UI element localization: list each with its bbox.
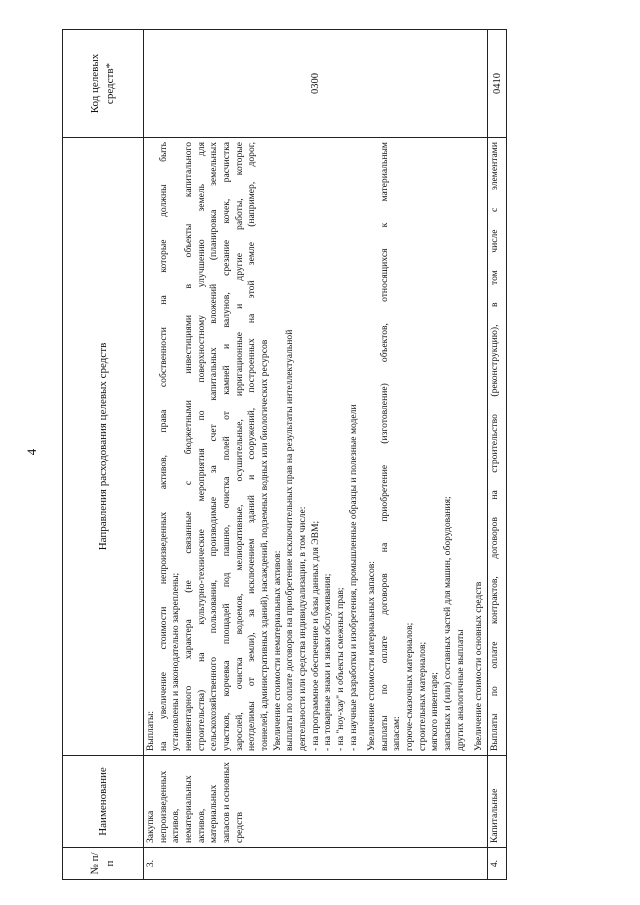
text-line: строительных материалов; (416, 641, 428, 751)
text-line: запасных и (или) составных частей для машин, оборудования; (442, 496, 454, 751)
text-line: установлены и законодательно закреплены; (170, 572, 182, 751)
row-directions (488, 138, 507, 756)
row-code: 0410 (488, 30, 507, 138)
text-line: - на научные разработки и изобретения, промышленные образцы и полезные модели (347, 404, 359, 751)
text-line: мягкого инвентаря; (429, 672, 441, 751)
text-line: неинвентарного характера (не связанные с бюджетными инвестициями в объекты капитального (182, 142, 194, 751)
text-line: участков, корчевка площадей под пашню, очистка полей от камней и валунов, срезание кочек, расчистка (220, 142, 232, 751)
text-line: на увеличение стоимости непроизведенных активов, права собственности на которые должны быть (157, 142, 169, 751)
row-num: 3. (144, 848, 488, 880)
header-num: № п/п (63, 848, 144, 880)
text-line: строительства) на культурно-технические мероприятия по поверхностному улучшению земель для (195, 142, 207, 751)
page-number: 4 (24, 448, 39, 456)
text-line: тоннелей, административных зданий), насаждений, подземных водных или биологических ресурсов (258, 339, 270, 751)
row-name: Закупка непроизведенных активов, нематериальных активов, материальных запасов и основных средств (144, 756, 488, 848)
row-directions (144, 138, 488, 756)
text-line: Выплаты: (145, 710, 156, 751)
text-line: сельскохозяйственного пользования, производимые за счет капитальных вложений (планировка земельных (208, 142, 220, 751)
text-line: других аналогичные выплаты (454, 629, 466, 751)
text-line: деятельности или средства индивидуализации, в том числе: (296, 506, 308, 751)
text-line: зарослей, очистка водоемов, мелиоративные, осушительные, ирригационные и другие работы, которые (233, 142, 245, 751)
text-line: - на товарные знаки и знаки обслуживания; (322, 573, 334, 751)
header-row (63, 30, 144, 880)
rotated-table-container (62, 30, 582, 880)
text-line: выплаты по оплате договоров на приобретение исключительных прав на результаты интеллектуальной (284, 329, 296, 751)
row-name: Капитальные (488, 756, 507, 848)
text-line: Увеличение стоимости материальных запасов: (366, 561, 378, 751)
text-line: запасам: (391, 716, 403, 751)
text-line: горюче-смазочных материалов; (404, 622, 416, 751)
text-line: выплаты по оплате договоров на приобретение (изготовление) объектов, относящихся к материальным (378, 142, 390, 751)
table-row (144, 30, 488, 880)
header-name: Наименование (63, 756, 144, 848)
text-line: Увеличение стоимости нематериальных активов: (271, 550, 283, 751)
table-row (488, 30, 507, 880)
text-line: Увеличение стоимости основных средств (473, 581, 485, 751)
row-code: 0300 (144, 30, 488, 138)
header-direction: Направления расходования целевых средств (63, 138, 144, 756)
text-line: Выплаты по оплате контрактов, договоров на строительство (реконструкцию), в том числе с элементами (489, 142, 501, 751)
header-code: Код целевых средств* (63, 30, 144, 138)
text-line: - на программное обеспечение и базы данных для ЭВМ; (309, 520, 321, 751)
row-num: 4. (488, 848, 507, 880)
text-line: - на "ноу-хау" и объекты смежных прав; (334, 587, 346, 751)
text-line: неотделимы от земли), за исключением зданий и сооружений, построенных на этой земле (например, дорог, (246, 142, 258, 751)
expenditure-table (62, 29, 507, 880)
